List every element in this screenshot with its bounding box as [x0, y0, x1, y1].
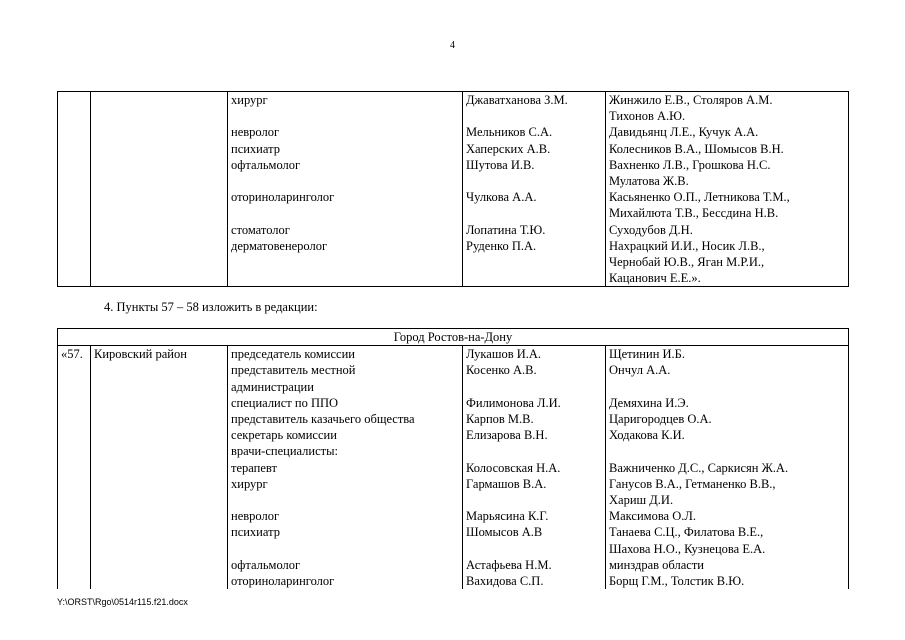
row-number [58, 524, 91, 556]
row-number [58, 443, 91, 459]
member-names [606, 508, 849, 524]
amendment-paragraph: 4. Пункты 57 – 58 изложить в редакции: [104, 300, 318, 314]
table-row [58, 476, 849, 508]
chair-name: Филимонова Л.И. [463, 395, 606, 411]
row-number [58, 395, 91, 411]
chair-name: Косенко А.В. [463, 362, 606, 394]
table-row [58, 524, 849, 556]
commission-table-continued [57, 91, 849, 287]
position-title [228, 395, 463, 411]
member-names [606, 124, 849, 140]
district-name [91, 238, 228, 287]
member-names-line: Царигородцев О.А. [609, 412, 712, 427]
row-number [58, 92, 91, 125]
member-names [606, 395, 849, 411]
table-row [58, 124, 849, 140]
position-title [228, 573, 463, 589]
table-row [58, 573, 849, 589]
position-title [228, 524, 463, 556]
position-title [228, 411, 463, 427]
row-number [58, 157, 91, 189]
row-number [58, 427, 91, 443]
table-row [58, 460, 849, 476]
district-name [91, 362, 228, 394]
table-row [58, 557, 849, 573]
member-names-line: Ончул А.А. [609, 363, 671, 378]
table-row [58, 222, 849, 238]
chair-name: Колосовская Н.А. [463, 460, 606, 476]
member-names [606, 524, 849, 556]
member-names-line: Михайлюта Т.В., Бессдина Н.В. [609, 206, 779, 221]
chair-name: Чулкова А.А. [463, 189, 606, 221]
member-names [606, 189, 849, 221]
chair-name [463, 443, 606, 459]
member-names [606, 476, 849, 508]
district-name [91, 157, 228, 189]
position-title [228, 508, 463, 524]
member-names-line: Важниченко Д.С., Саркисян Ж.А. [609, 460, 789, 475]
table-row [58, 443, 849, 459]
row-number [58, 411, 91, 427]
member-names-line: Давидьянц Л.Е., Кучук А.А. [609, 125, 759, 140]
member-names-line: Хариш Д.И. [609, 493, 674, 508]
position-title [228, 427, 463, 443]
position-title [228, 443, 463, 459]
position-title [228, 557, 463, 573]
member-names-line: Суходубов Д.Н. [609, 222, 693, 237]
position-title-line: терапевт [231, 460, 277, 475]
table-row [58, 411, 849, 427]
position-title: психиатр [228, 141, 463, 157]
member-names [606, 238, 849, 287]
district-name [91, 524, 228, 556]
district-name [91, 222, 228, 238]
member-names [606, 443, 849, 459]
district-name [91, 460, 228, 476]
member-names-line: Нахрацкий И.И., Носик Л.В., [609, 238, 765, 253]
member-names [606, 557, 849, 573]
chair-name: Гармашов В.А. [463, 476, 606, 508]
position-title-line: психиатр [231, 525, 280, 540]
position-title-line: представитель местной [231, 363, 356, 378]
position-title: оториноларинголог [228, 189, 463, 221]
city-header: Город Ростов-на-Дону [58, 329, 849, 346]
member-names [606, 222, 849, 238]
chair-name: Хаперских А.В. [463, 141, 606, 157]
position-title-line: представитель казачьего общества [231, 412, 415, 427]
position-title [228, 346, 463, 363]
member-names-line: Демяхина И.Э. [609, 395, 689, 410]
member-names-line: Жинжило Е.В., Столяров А.М. [609, 93, 773, 107]
chair-name: Шомысов А.В [463, 524, 606, 556]
district-name [91, 124, 228, 140]
row-number [58, 222, 91, 238]
district-name [91, 427, 228, 443]
district-name [91, 476, 228, 508]
position-title-line: специалист по ППО [231, 395, 339, 410]
chair-name: Лопатина Т.Ю. [463, 222, 606, 238]
position-title: офтальмолог [228, 157, 463, 189]
member-names-line: Щетинин И.Б. [609, 347, 685, 362]
district-name [91, 573, 228, 589]
district-name [91, 141, 228, 157]
member-names-line: Танаева С.Ц., Филатова В.Е., [609, 525, 764, 540]
member-names [606, 573, 849, 589]
member-names-line: Тихонов А.Ю. [609, 109, 686, 124]
table-row [58, 395, 849, 411]
member-names [606, 362, 849, 394]
member-names [606, 141, 849, 157]
position-title-line: офтальмолог [231, 557, 301, 572]
member-names-line: Максимова О.Л. [609, 509, 696, 524]
position-title-line: администрации [231, 379, 314, 394]
commission-table-rostov [57, 328, 849, 589]
member-names [606, 92, 849, 125]
position-title: невролог [228, 124, 463, 140]
member-names-line: Ганусов В.А., Гетманенко В.В., [609, 476, 776, 491]
chair-name: Карпов М.В. [463, 411, 606, 427]
row-number: «57. [58, 346, 91, 363]
district-name [91, 395, 228, 411]
chair-name: Вахидова С.П. [463, 573, 606, 589]
table-row [58, 157, 849, 189]
position-title-line: секретарь комиссии [231, 428, 337, 443]
row-number [58, 508, 91, 524]
table-row [58, 238, 849, 287]
member-names-line: Вахненко Л.В., Грошкова Н.С. [609, 157, 771, 172]
page-number: 4 [450, 40, 455, 51]
position-title: хирург [228, 92, 463, 125]
member-names-line: Касьяненко О.П., Летникова Т.М., [609, 190, 790, 205]
member-names [606, 411, 849, 427]
member-names-line: Мулатова Ж.В. [609, 174, 689, 189]
city-header-row [58, 329, 849, 346]
position-title [228, 460, 463, 476]
member-names-line: минздрав области [609, 557, 704, 572]
chair-name: Мельников С.А. [463, 124, 606, 140]
position-title-line: оториноларинголог [231, 574, 335, 589]
table-row [58, 346, 849, 363]
district-name [91, 411, 228, 427]
table-row [58, 508, 849, 524]
position-title [228, 362, 463, 394]
district-name [91, 508, 228, 524]
table-row [58, 189, 849, 221]
table-row [58, 427, 849, 443]
position-title-line: врачи-специалисты: [231, 444, 338, 459]
position-title: стоматолог [228, 222, 463, 238]
table-row [58, 141, 849, 157]
chair-name: Лукашов И.А. [463, 346, 606, 363]
position-title-line: председатель комиссии [231, 347, 355, 362]
district-name [91, 189, 228, 221]
row-number [58, 238, 91, 287]
row-number [58, 362, 91, 394]
file-path-footer: Y:\ORST\Rgo\0514r115.f21.docx [57, 597, 188, 607]
district-name [91, 443, 228, 459]
row-number [58, 557, 91, 573]
row-number [58, 124, 91, 140]
table-row [58, 362, 849, 394]
member-names [606, 346, 849, 363]
chair-name: Джаватханова З.М. [463, 92, 606, 125]
member-names-line: Ходакова К.И. [609, 428, 685, 443]
member-names-line: Борщ Г.М., Толстик В.Ю. [609, 574, 745, 589]
row-number [58, 141, 91, 157]
position-title: дерматовенеролог [228, 238, 463, 287]
member-names [606, 427, 849, 443]
row-number [58, 460, 91, 476]
row-number [58, 573, 91, 589]
position-title-line: невролог [231, 509, 280, 524]
chair-name: Шутова И.В. [463, 157, 606, 189]
member-names [606, 460, 849, 476]
position-title [228, 476, 463, 508]
chair-name: Елизарова В.Н. [463, 427, 606, 443]
row-number [58, 189, 91, 221]
member-names-line: Колесников В.А., Шомысов В.Н. [609, 141, 784, 156]
member-names [606, 157, 849, 189]
member-names-line: Чернобай Ю.В., Яган М.Р.И., [609, 255, 765, 270]
district-name [91, 557, 228, 573]
member-names-line: Шахова Н.О., Кузнецова Е.А. [609, 541, 766, 556]
district-name: Кировский район [91, 346, 228, 363]
chair-name: Руденко П.А. [463, 238, 606, 287]
member-names-line: Кацанович Е.Е.». [609, 271, 701, 286]
chair-name: Марьясина К.Г. [463, 508, 606, 524]
chair-name: Астафьева Н.М. [463, 557, 606, 573]
district-name [91, 92, 228, 125]
table-row [58, 92, 849, 125]
position-title-line: хирург [231, 476, 268, 491]
row-number [58, 476, 91, 508]
